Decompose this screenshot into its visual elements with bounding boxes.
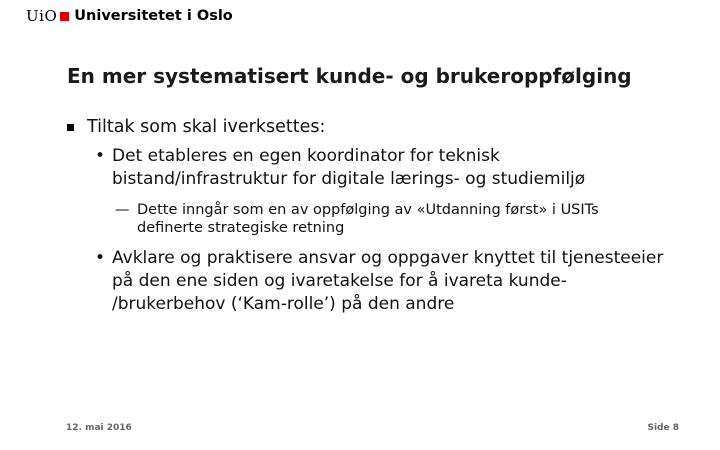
- bullet-text: Tiltak som skal iverksettes:: [87, 117, 326, 137]
- dot-bullet-icon: •: [95, 146, 106, 166]
- footer-page-number: Side 8: [647, 423, 679, 433]
- square-bullet-icon: [67, 124, 74, 131]
- bullet-text-line: /brukerbehov (‘Kam-rolle’) på den andre: [112, 294, 455, 314]
- bullet-text-line: på den ene siden og ivaretakelse for å ivareta kunde-: [112, 271, 567, 291]
- bullet-level2: [67, 247, 707, 316]
- bullet-level3: [67, 201, 707, 237]
- slide-title: En mer systematisert kunde- og brukeroppfølging: [67, 64, 632, 88]
- bullet-text-line: Avklare og praktisere ansvar og oppgaver knyttet til tjenesteeier: [112, 248, 664, 268]
- bullet-text-line: Dette inngår som en av oppfølging av «Utdanning først» i USITs: [137, 202, 599, 218]
- bullet-level2: [67, 145, 707, 191]
- dash-bullet-icon: —: [115, 202, 130, 218]
- uio-logo: [26, 6, 233, 26]
- bullet-text-line: definerte strategiske retning: [137, 220, 345, 236]
- bullet-level1: [67, 116, 707, 139]
- logo-university-name: Universitetet i Oslo: [74, 8, 233, 24]
- logo-red-square-icon: [60, 12, 69, 21]
- slide-body: [67, 116, 707, 316]
- bullet-text-line: bistand/infrastruktur for digitale lærings- og studiemiljø: [112, 169, 586, 189]
- logo-short: UiO: [26, 7, 58, 25]
- bullet-text-line: Det etableres en egen koordinator for teknisk: [112, 146, 500, 166]
- dot-bullet-icon: •: [95, 248, 106, 268]
- footer-date: 12. mai 2016: [66, 423, 132, 433]
